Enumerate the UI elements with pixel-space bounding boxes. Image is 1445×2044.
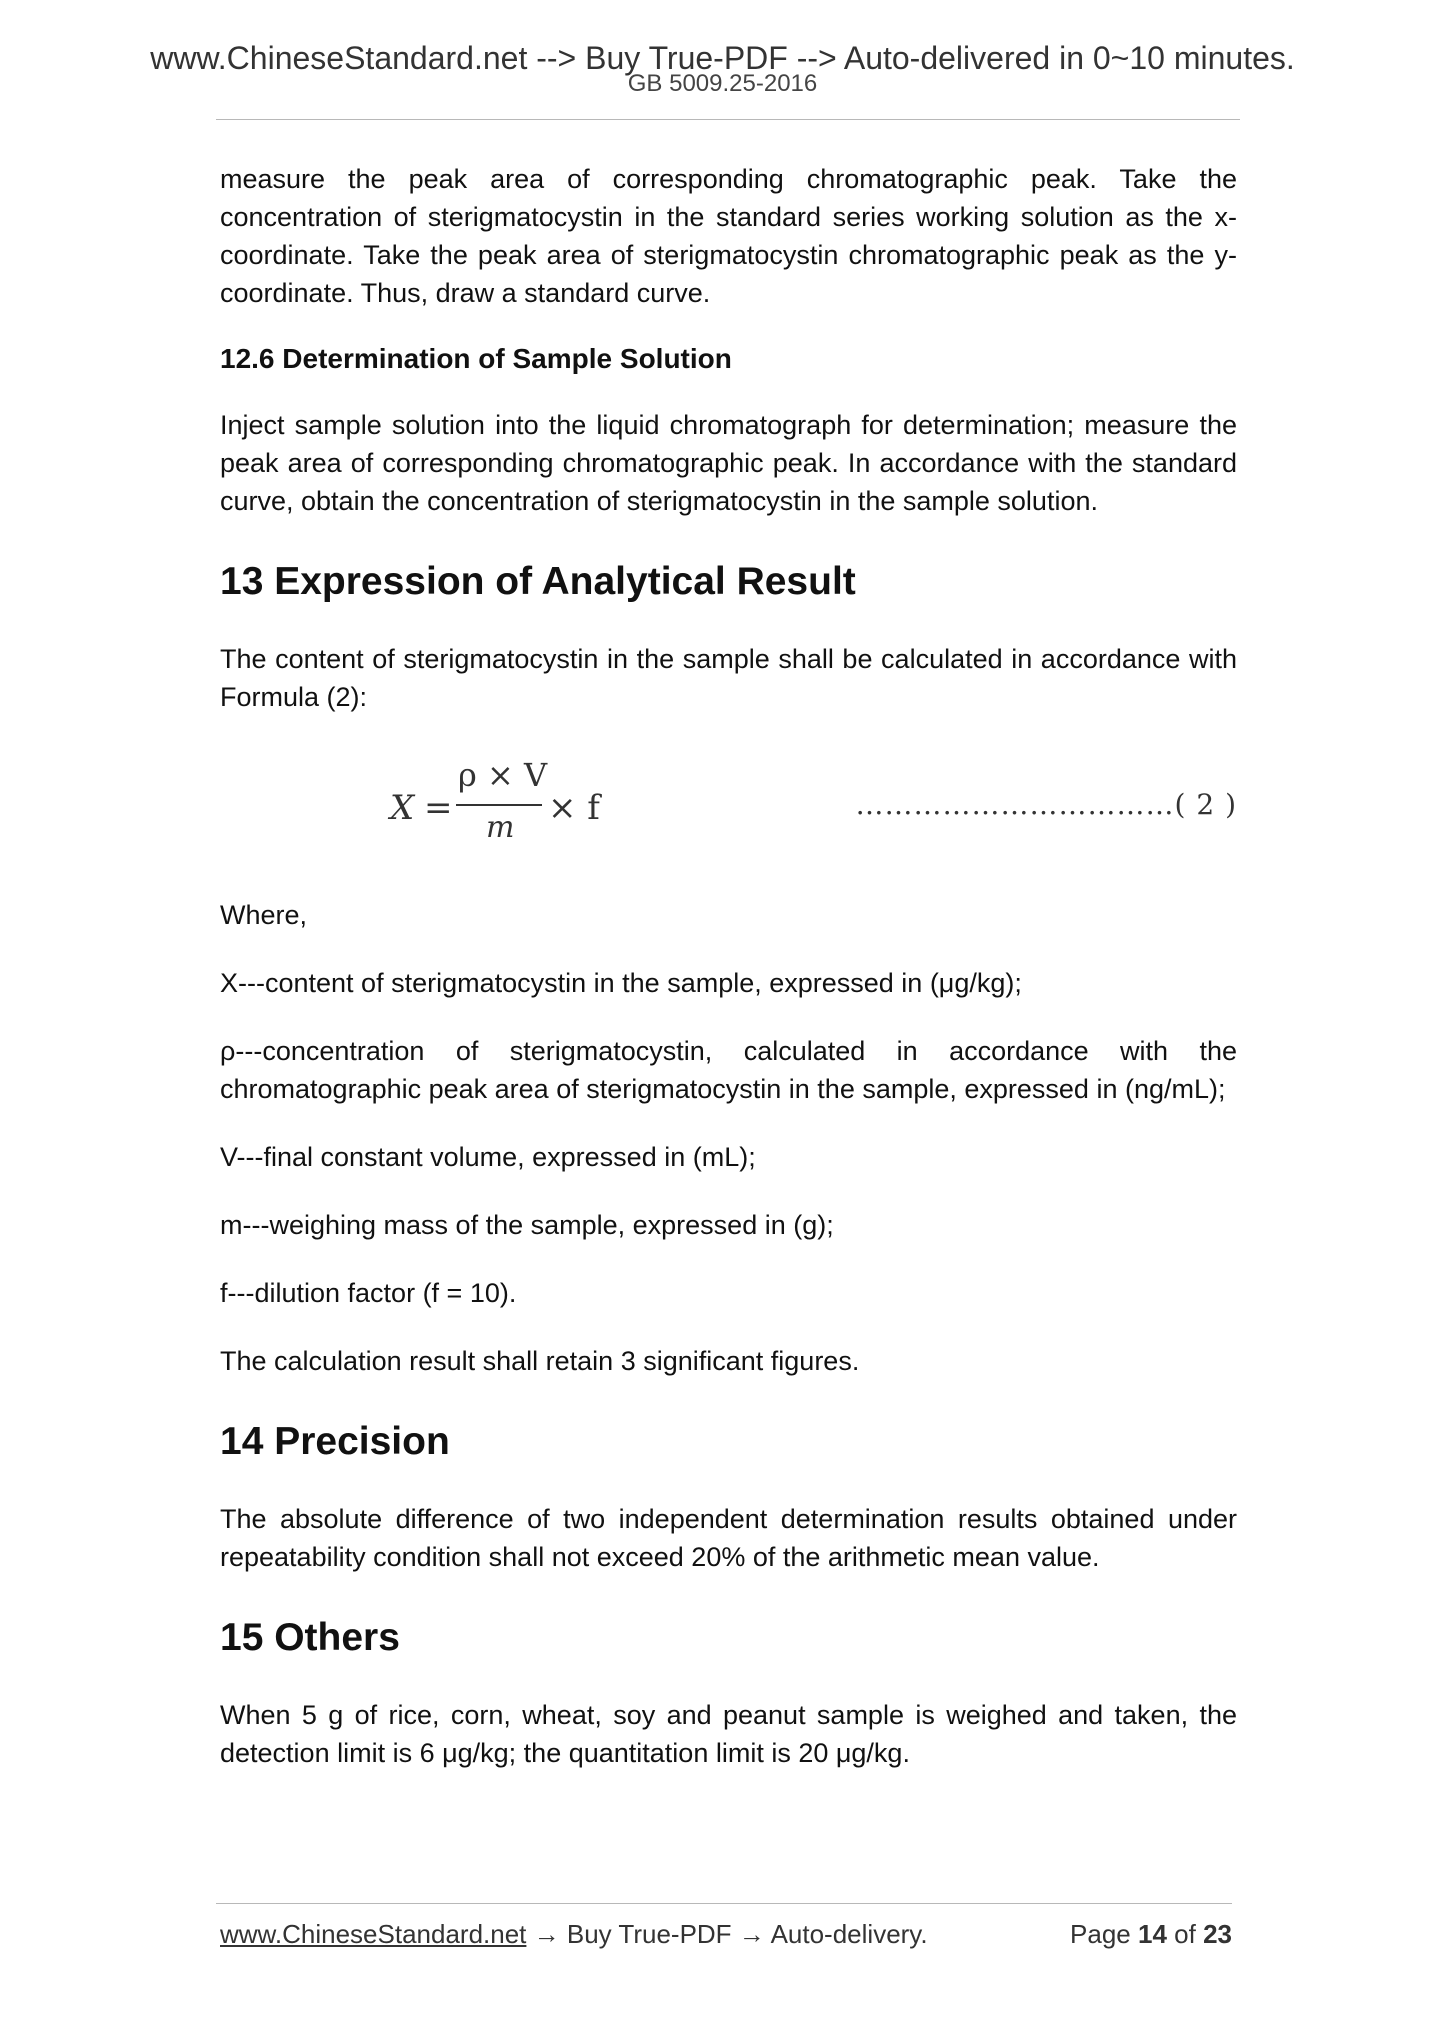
heading-15: 15 Others <box>220 1616 400 1659</box>
paragraph-significant-figures: The calculation result shall retain 3 significant figures. <box>220 1346 860 1376</box>
definition-x: X---content of sterigmatocystin in the sample, expressed in (μg/kg); <box>220 968 1022 998</box>
page-prefix: Page <box>1070 1919 1131 1949</box>
formula-2 <box>220 752 1237 882</box>
heading-12-6: 12.6 Determination of Sample Solution <box>220 343 732 374</box>
paragraph-intro: measure the peak area of corresponding chromatographic peak. Take the concentration of sterigmatocystin in the standard series working solution as the x-coordinate. Take the peak area of sterigmatocystin chromatographic peak as the y-coordinate. Thus, draw a standard curve. <box>220 164 1237 308</box>
heading-13: 13 Expression of Analytical Result <box>220 560 856 603</box>
formula-equals: = <box>424 788 453 828</box>
formula-number: ……………………………( 2 ) <box>855 788 1237 821</box>
page-of: of <box>1174 1919 1196 1949</box>
page-current: 14 <box>1138 1919 1167 1949</box>
header-rule <box>216 119 1240 120</box>
formula-numerator: ρ × V <box>458 756 548 794</box>
formula-lhs: X <box>390 788 415 828</box>
header-banner: www.ChineseStandard.net --> Buy True-PDF --> Auto-delivered in 0~10 minutes. <box>150 40 1295 76</box>
where-label: Where, <box>220 900 308 930</box>
formula-expression <box>390 752 630 862</box>
paragraph-13: The content of sterigmatocystin in the sample shall be calculated in accordance with Formula (2): <box>220 644 1237 712</box>
paragraph-14: The absolute difference of two independent determination results obtained under repeatability condition shall not exceed 20% of the arithmetic mean value. <box>220 1504 1237 1572</box>
definition-rho: ρ---concentration of sterigmatocystin, calculated in accordance with the chromatographic peak area of sterigmatocystin in the sample, expressed in (ng/mL); <box>220 1036 1237 1104</box>
formula-factor: × f <box>548 788 600 828</box>
page-footer <box>220 1918 1232 1950</box>
footer-delivery-text: → Buy True-PDF → Auto-delivery. <box>526 1919 928 1949</box>
fraction-bar <box>456 804 542 806</box>
formula-denominator: m <box>486 810 515 845</box>
page-total: 23 <box>1203 1919 1232 1949</box>
heading-14: 14 Precision <box>220 1420 450 1463</box>
footer-rule <box>216 1903 1232 1904</box>
paragraph-12-6: Inject sample solution into the liquid chromatograph for determination; measure the peak area of corresponding chromatographic peak. In accordance with the standard curve, obtain the concentration of sterigmatocystin in the sample solution. <box>220 410 1237 516</box>
page-indicator <box>1070 1918 1232 1950</box>
footer-site-link[interactable]: www.ChineseStandard.net <box>220 1919 527 1949</box>
standard-number: GB 5009.25-2016 <box>627 70 818 97</box>
paragraph-15: When 5 g of rice, corn, wheat, soy and peanut sample is weighed and taken, the detection limit is 6 μg/kg; the quantitation limit is 20 μg/kg. <box>220 1700 1237 1768</box>
definition-m: m---weighing mass of the sample, expressed in (g); <box>220 1210 834 1240</box>
definition-v: V---final constant volume, expressed in (mL); <box>220 1142 756 1172</box>
page-content <box>220 160 1237 1772</box>
definition-f: f---dilution factor (f = 10). <box>220 1278 517 1308</box>
